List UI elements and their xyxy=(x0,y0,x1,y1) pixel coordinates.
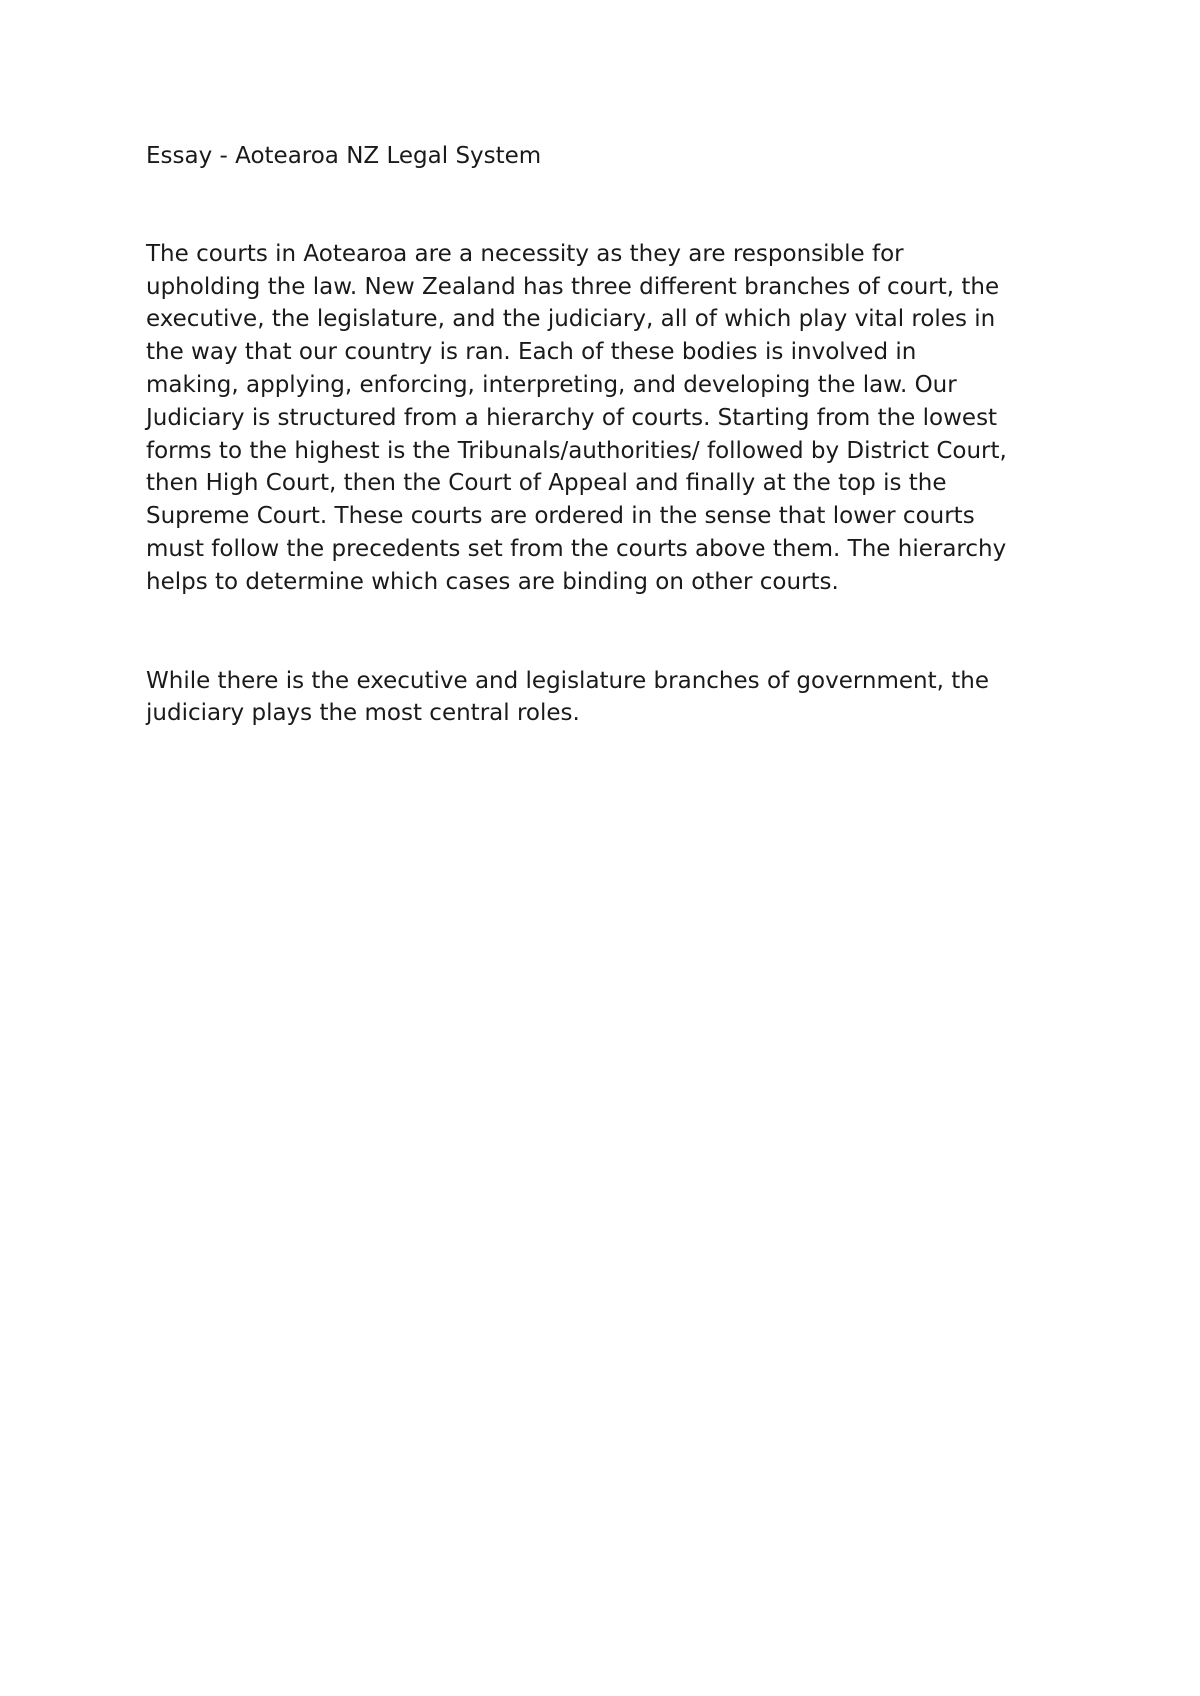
paragraph-line: making, applying, enforcing, interpreting, and developing the law. Our xyxy=(146,371,957,398)
paragraph-line: forms to the highest is the Tribunals/authorities/ followed by District Court, xyxy=(146,437,1007,464)
paragraph-line: the way that our country is ran. Each of these bodies is involved in xyxy=(146,339,917,366)
paragraph-line: must follow the precedents set from the courts above them. The hierarchy xyxy=(146,535,1007,562)
paragraph-line: While there is the executive and legislature branches of government, the xyxy=(146,667,990,694)
document-body xyxy=(146,140,1086,730)
paragraph-line: executive, the legislature, and the judiciary, all of which play vital roles in xyxy=(146,306,996,333)
paragraph-line: judiciary plays the most central roles. xyxy=(146,700,580,727)
paragraph-line: Supreme Court. These courts are ordered in the sense that lower courts xyxy=(146,503,975,530)
document-title: Essay - Aotearoa NZ Legal System xyxy=(146,143,542,169)
paragraph-line: Judiciary is structured from a hierarchy of courts. Starting from the lowest xyxy=(146,404,998,431)
paragraph-courts xyxy=(146,238,1086,599)
paragraph-line: helps to determine which cases are binding on other courts. xyxy=(146,568,839,595)
paragraph-judiciary xyxy=(146,665,1086,731)
paragraph-line: upholding the law. New Zealand has three different branches of court, the xyxy=(146,273,1000,300)
paragraph-line: then High Court, then the Court of Appeal and finally at the top is the xyxy=(146,470,947,497)
paragraph-line: The courts in Aotearoa are a necessity as they are responsible for xyxy=(146,240,904,267)
